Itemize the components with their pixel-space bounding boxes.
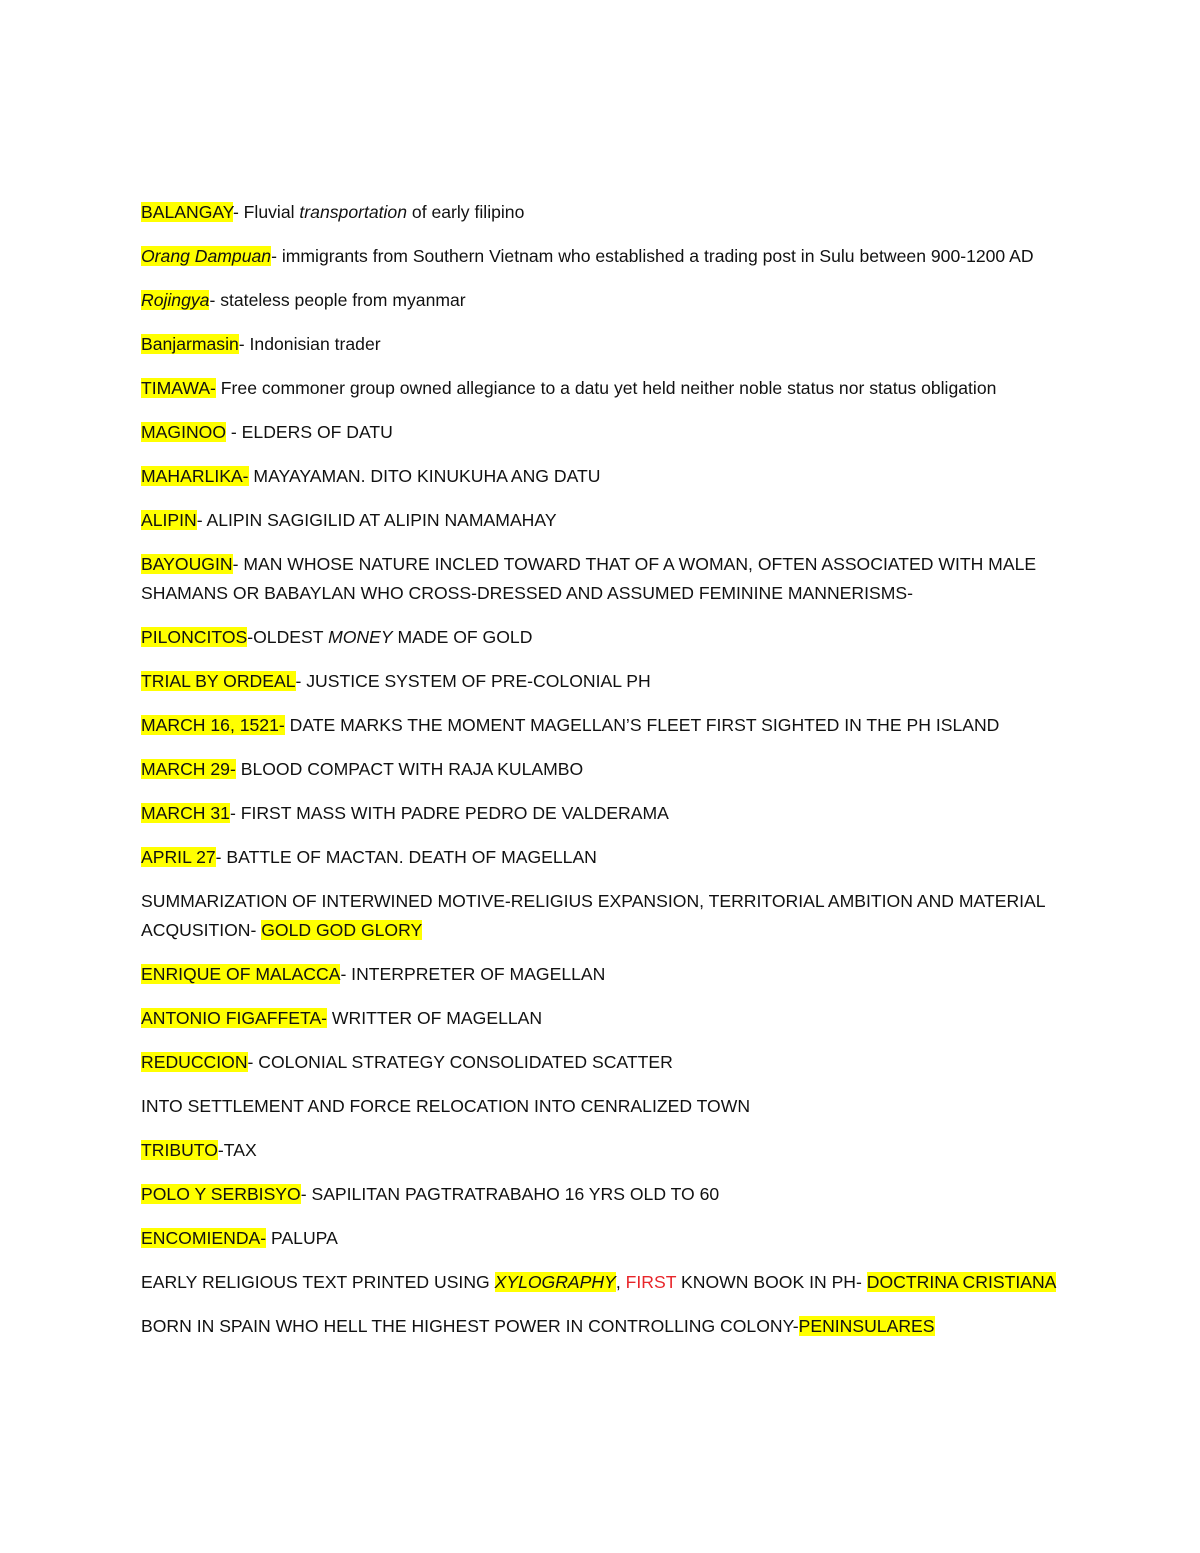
highlighted-term: Orang Dampuan — [141, 246, 272, 266]
highlighted-term: TRIAL BY ORDEAL — [141, 671, 296, 691]
text-run: - Fluvial — [232, 202, 300, 222]
paragraph — [141, 198, 1071, 227]
text-run: -OLDEST — [247, 627, 329, 647]
highlighted-term: MARCH 29- — [141, 759, 236, 779]
highlighted-term: XYLOGRAPHY — [494, 1272, 616, 1292]
highlighted-term: MAGINOO — [141, 422, 227, 442]
text-run: - immigrants from Southern Vietnam who established a trading post in Sulu between 900-1200 AD — [271, 246, 1034, 266]
text-run: - stateless people from myanmar — [209, 290, 466, 310]
highlighted-term: POLO Y SERBISYO — [141, 1184, 301, 1204]
paragraph — [141, 1312, 1071, 1341]
highlighted-term: Rojingya — [141, 290, 210, 310]
text-run: - MAN WHOSE NATURE INCLED TOWARD THAT OF A WOMAN, OFTEN ASSOCIATED WITH MALE SHAMANS OR BABAYLAN WHO CROSS-DRESSED AND ASSUMED FEMININE MANNERISMS- — [141, 554, 1037, 603]
text-run: FIRST — [625, 1272, 677, 1292]
highlighted-term: ANTONIO FIGAFFETA- — [141, 1008, 328, 1028]
paragraph — [141, 843, 1071, 872]
highlighted-term: ENCOMIENDA- — [141, 1228, 267, 1248]
paragraph — [141, 1268, 1071, 1297]
text-run: BORN IN SPAIN WHO HELL THE HIGHEST POWER IN CONTROLLING COLONY- — [141, 1316, 799, 1336]
highlighted-term: REDUCCION — [141, 1052, 248, 1072]
text-run: - INTERPRETER OF MAGELLAN — [340, 964, 606, 984]
paragraph — [141, 667, 1071, 696]
text-run: EARLY RELIGIOUS TEXT PRINTED USING — [141, 1272, 495, 1292]
highlighted-term: GOLD GOD GLORY — [261, 920, 423, 940]
text-run: WRITTER OF MAGELLAN — [327, 1008, 543, 1028]
highlighted-term: ALIPIN — [141, 510, 197, 530]
paragraph — [141, 1004, 1071, 1033]
text-run: MADE OF GOLD — [392, 627, 533, 647]
text-run: -TAX — [217, 1140, 257, 1160]
paragraph — [141, 711, 1071, 740]
paragraph — [141, 506, 1071, 535]
text-run: INTO SETTLEMENT AND FORCE RELOCATION INTO CENRALIZED TOWN — [141, 1096, 751, 1116]
text-run: DATE MARKS THE MOMENT MAGELLAN’S FLEET FIRST SIGHTED IN THE PH ISLAND — [284, 715, 1000, 735]
text-run: of early filipino — [407, 202, 525, 222]
highlighted-term: TIMAWA- — [141, 378, 216, 398]
text-run: - ALIPIN SAGIGILID AT ALIPIN NAMAMAHAY — [196, 510, 557, 530]
highlighted-term: MARCH 16, 1521- — [141, 715, 285, 735]
paragraph — [141, 623, 1071, 652]
text-run: - ELDERS OF DATU — [226, 422, 393, 442]
paragraph — [141, 330, 1071, 359]
paragraph — [141, 799, 1071, 828]
paragraph — [141, 1180, 1071, 1209]
text-run: Free commoner group owned allegiance to a datu yet held neither noble status nor status obligation — [215, 378, 997, 398]
paragraph — [141, 550, 1071, 608]
text-run: BLOOD COMPACT WITH RAJA KULAMBO — [235, 759, 584, 779]
text-run: - FIRST MASS WITH PADRE PEDRO DE VALDERAMA — [229, 803, 669, 823]
paragraph — [141, 374, 1071, 403]
paragraph — [141, 286, 1071, 315]
highlighted-term: PENINSULARES — [798, 1316, 935, 1336]
text-run: - COLONIAL STRATEGY CONSOLIDATED SCATTER — [247, 1052, 673, 1072]
paragraph — [141, 242, 1071, 271]
highlighted-term: TRIBUTO — [141, 1140, 218, 1160]
text-run: - Indonisian trader — [238, 334, 381, 354]
highlighted-term: ENRIQUE OF MALACCA — [141, 964, 341, 984]
text-run: MAYAYAMAN. DITO KINUKUHA ANG DATU — [248, 466, 601, 486]
paragraph — [141, 1048, 1071, 1077]
text-run: - SAPILITAN PAGTRATRABAHO 16 YRS OLD TO 60 — [300, 1184, 720, 1204]
text-run: SUMMARIZATION OF INTERWINED MOTIVE-RELIGIUS EXPANSION, TERRITORIAL AMBITION AND MATERIAL ACQUSITION- — [141, 891, 1045, 940]
text-run: transportation — [299, 202, 408, 222]
highlighted-term: MARCH 31 — [141, 803, 230, 823]
paragraph — [141, 1224, 1071, 1253]
highlighted-term: BALANGAY — [141, 202, 233, 222]
paragraph — [141, 755, 1071, 784]
paragraph — [141, 887, 1071, 945]
paragraph — [141, 418, 1071, 447]
text-run: MONEY — [328, 627, 393, 647]
highlighted-term: MAHARLIKA- — [141, 466, 249, 486]
highlighted-term: DOCTRINA CRISTIANA — [866, 1272, 1057, 1292]
paragraph — [141, 960, 1071, 989]
paragraph — [141, 1136, 1071, 1165]
document-body — [141, 198, 1071, 1356]
paragraph — [141, 462, 1071, 491]
text-run: , — [615, 1272, 626, 1292]
highlighted-term: PILONCITOS — [141, 627, 248, 647]
paragraph — [141, 1092, 1071, 1121]
text-run: - BATTLE OF MACTAN. DEATH OF MAGELLAN — [215, 847, 597, 867]
text-run: PALUPA — [266, 1228, 338, 1248]
text-run: KNOWN BOOK IN PH- — [676, 1272, 867, 1292]
highlighted-term: BAYOUGIN — [141, 554, 233, 574]
highlighted-term: Banjarmasin — [141, 334, 239, 354]
text-run: - JUSTICE SYSTEM OF PRE-COLONIAL PH — [295, 671, 651, 691]
highlighted-term: APRIL 27 — [141, 847, 216, 867]
